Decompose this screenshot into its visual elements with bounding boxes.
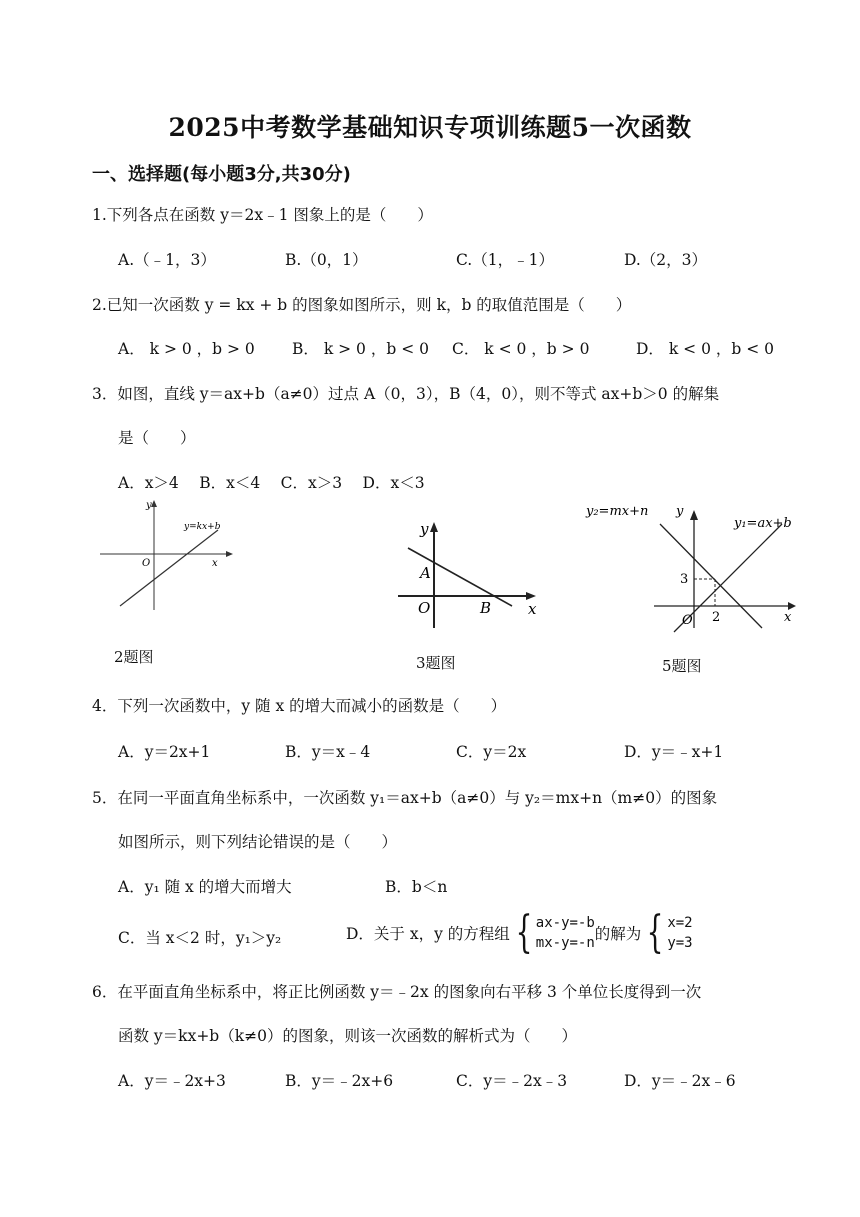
question-5-option-d-prefix: D．关于 x，y 的方程组	[346, 925, 510, 943]
figure-2-x-label: x	[212, 558, 218, 569]
question-5-option-d-mid: 的解为	[594, 925, 642, 943]
question-5-option-d	[346, 907, 693, 958]
figure-5-y1-label: y₁=ax+b	[734, 516, 792, 531]
question-4-option-b: B．y＝x﹣4	[285, 743, 371, 761]
brace-icon: {	[515, 907, 533, 958]
figure-3-point-b-label: B	[480, 599, 492, 617]
figure-2-y-label: y	[146, 500, 152, 511]
question-5-solution-system	[641, 907, 693, 958]
figure-5-origin-label: O	[682, 613, 693, 628]
figure-5-caption: 5题图	[662, 657, 702, 675]
figure-3-caption: 3题图	[416, 654, 456, 672]
question-6-stem-line-2: 函数 y＝kx+b（k≠0）的图象，则该一次函数的解析式为（ ）	[118, 1027, 577, 1045]
figure-3-x-label: x	[528, 600, 537, 618]
figure-2-graph	[96, 496, 236, 616]
figure-5-x-axis-label: x	[784, 610, 792, 625]
question-2-option-d: D． k < 0 ，b < 0	[636, 340, 775, 358]
question-6-stem-line-1: 6．在平面直角坐标系中，将正比例函数 y＝﹣2x 的图象向右平移 3 个单位长度得到一次	[92, 983, 702, 1001]
equation-row-2: mx-y=-n	[535, 935, 595, 951]
question-5-stem-line-2: 如图所示，则下列结论错误的是（ ）	[118, 833, 398, 851]
question-1-option-d: D.（2，3）	[624, 251, 708, 269]
question-6-option-b: B．y＝﹣2x+6	[285, 1072, 394, 1090]
question-4-option-d: D．y＝﹣x+1	[624, 743, 724, 761]
figure-5-graph	[582, 496, 812, 636]
brace-icon: {	[646, 907, 664, 958]
figure-3-y-label: y	[420, 520, 429, 538]
question-2-option-b: B． k > 0 ，b < 0	[292, 340, 429, 358]
figure-2-origin-label: O	[142, 558, 151, 569]
question-5-option-b: B．b＜n	[385, 878, 448, 896]
figure-3-origin-label: O	[418, 599, 431, 617]
question-4-option-a: A．y＝2x+1	[118, 743, 211, 761]
question-5-option-a: A．y₁ 随 x 的增大而增大	[118, 878, 292, 896]
question-4-option-c: C．y＝2x	[456, 743, 527, 761]
equation-row-1: ax-y=-b	[535, 915, 595, 931]
figure-5-y2-label: y₂=mx+n	[586, 504, 649, 519]
question-3-stem-line-2: 是（ ）	[118, 429, 196, 447]
page-title: 2025中考数学基础知识专项训练题5一次函数	[168, 113, 692, 142]
figure-5-tick-y-3: 3	[680, 572, 689, 587]
question-1-option-a: A.（﹣1，3）	[118, 251, 216, 269]
question-2-option-c: C． k < 0 ，b > 0	[452, 340, 590, 358]
question-3-options: A．x＞4 B．x＜4 C．x＞3 D．x＜3	[118, 474, 425, 492]
figure-3-point-a-label: A	[420, 564, 431, 582]
figure-2-caption: 2题图	[114, 648, 154, 666]
question-1-option-c: C.（1，﹣1）	[456, 251, 554, 269]
figure-5-y-axis-label: y	[676, 504, 684, 519]
question-5-stem-line-1: 5．在同一平面直角坐标系中，一次函数 y₁＝ax+b（a≠0）与 y₂＝mx+n（m≠0）的图象	[92, 789, 718, 807]
solution-row-1: x=2	[667, 915, 693, 931]
section-heading: 一、选择题(每小题3分,共30分)	[92, 164, 351, 185]
figure-3-graph	[392, 516, 542, 636]
question-6-option-c: C．y＝﹣2x﹣3	[456, 1072, 568, 1090]
question-6-option-a: A．y＝﹣2x+3	[118, 1072, 226, 1090]
question-1-option-b: B.（0，1）	[285, 251, 368, 269]
question-4-stem: 4．下列一次函数中，y 随 x 的增大而减小的函数是（ ）	[92, 697, 507, 715]
question-6-option-d: D．y＝﹣2x﹣6	[624, 1072, 736, 1090]
question-1-stem: 1.下列各点在函数 y＝2x﹣1 图象上的是（ ）	[92, 206, 433, 224]
figure-5-tick-x-2: 2	[712, 610, 721, 625]
solution-row-2: y=3	[667, 935, 693, 951]
figure-2-line-label: y=kx+b	[184, 522, 221, 532]
question-3-stem-line-1: 3．如图，直线 y＝ax+b（a≠0）过点 A（0，3），B（4，0），则不等式 ax+b＞0 的解集	[92, 385, 720, 403]
question-2-option-a: A． k > 0 ，b > 0	[118, 340, 255, 358]
question-5-option-c: C．当 x＜2 时，y₁＞y₂	[118, 929, 282, 947]
question-5-equation-system	[510, 907, 595, 958]
question-2-stem: 2.已知一次函数 y = kx + b 的图象如图所示，则 k，b 的取值范围是（ ）	[92, 296, 632, 314]
